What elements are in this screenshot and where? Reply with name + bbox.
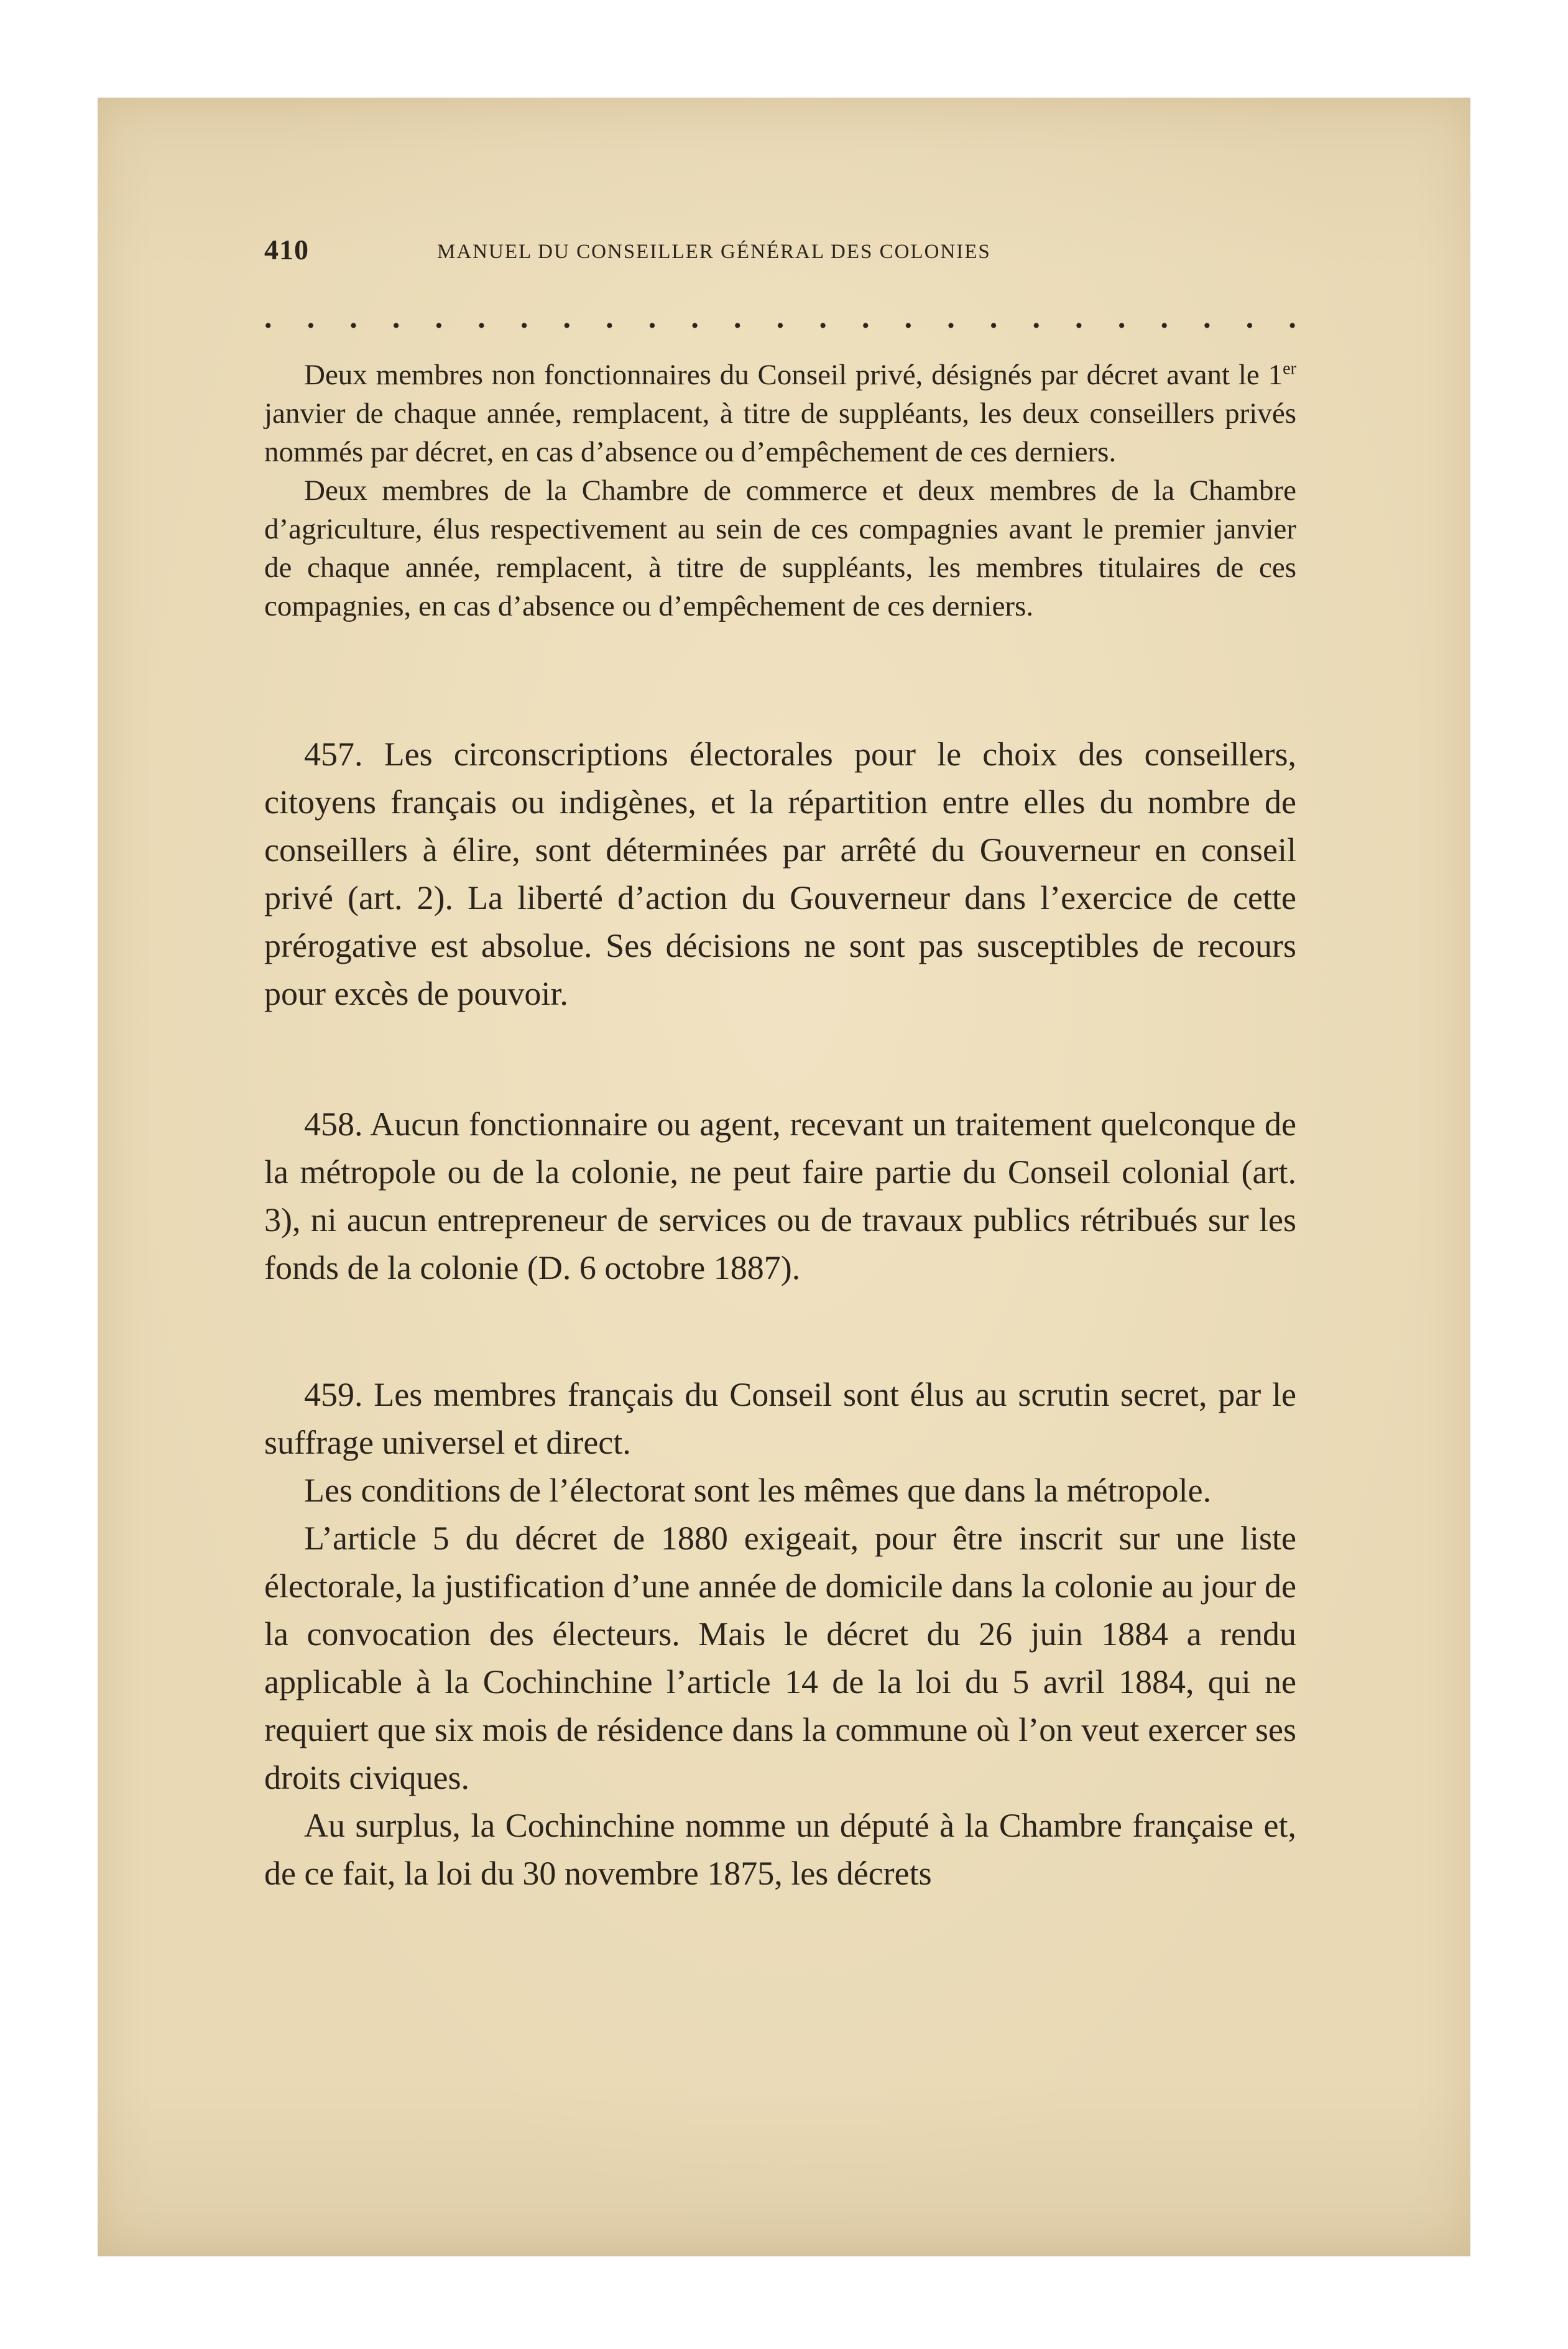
excerpt-paragraph-1 — [264, 356, 1296, 471]
ellipsis-dot: . — [435, 300, 443, 335]
ellipsis-dot: . — [606, 300, 614, 335]
section-459-paragraph-4: Au surplus, la Cochinchine nomme un député à la Chambre française et, de ce fait, la loi du 30 novembre 1875, les décrets — [264, 1807, 1296, 1892]
quoted-excerpt — [264, 356, 1296, 625]
ellipsis-dot: . — [1288, 300, 1296, 335]
ellipsis-dot: . — [1032, 300, 1041, 335]
ellipsis-dot: . — [648, 300, 657, 335]
page-header — [264, 233, 1296, 270]
ellipsis-dot: . — [734, 300, 742, 335]
ellipsis-dots — [264, 298, 1296, 336]
section-458-text: 458. Aucun fonctionnaire ou agent, recevant un traitement quelconque de la métropole ou de la colonie, ne peut faire partie du Conseil colonial (art. 3), ni aucun entrepreneur de services ou de travaux publics rétribués sur les fonds de la colonie (D. 6 octobre 1887). — [264, 1105, 1296, 1286]
running-head: MANUEL DU CONSEILLER GÉNÉRAL DES COLONIES — [437, 241, 991, 263]
section-458 — [264, 1101, 1296, 1292]
superscript-er: er — [1283, 359, 1296, 379]
ellipsis-dot: . — [1245, 300, 1254, 335]
ellipsis-dot: . — [1117, 300, 1126, 335]
page-number: 410 — [264, 234, 309, 265]
ellipsis-dot: . — [776, 300, 785, 335]
ellipsis-dot: . — [819, 300, 827, 335]
ellipsis-dot: . — [264, 300, 272, 335]
ellipsis-dot: . — [989, 300, 998, 335]
ellipsis-dot: . — [1160, 300, 1168, 335]
section-459-paragraph-2: Les conditions de l’électorat sont les mêmes que dans la métropole. — [304, 1472, 1212, 1509]
excerpt-paragraph-1-text: Deux membres non fonctionnaires du Conseil privé, désignés par décret avant le 1 — [304, 359, 1283, 391]
section-457 — [264, 731, 1296, 1018]
ellipsis-dot: . — [1203, 300, 1211, 335]
section-459 — [264, 1371, 1296, 1898]
ellipsis-dot: . — [691, 300, 699, 335]
section-457-text: 457. Les circonscriptions électorales pour le choix des conseillers, citoyens français ou indigènes, et la répartition entre elles du nombre de conseillers à élire, sont déterminées par arrêté du Gouverneur en conseil privé (art. 2). La liberté d’action du Gouverneur dans l’exercice de cette prérogative est absolue. Ses décisions ne sont pas susceptibles de recours pour excès de pouvoir. — [264, 736, 1296, 1012]
ellipsis-dot: . — [349, 300, 357, 335]
ellipsis-dot: . — [477, 300, 486, 335]
section-459-paragraph-3: L’article 5 du décret de 1880 exigeait, pour être inscrit sur une liste électorale, la justification d’une année de domicile dans la colonie au jour de la convocation des électeurs. Mais le décret du 26 juin 1884 a rendu applicable à la Cochinchine l’article 14 de la loi du 5 avril 1884, qui ne requiert que six mois de résidence dans la commune où l’on veut exercer ses droits civiques. — [264, 1520, 1296, 1796]
ellipsis-dot: . — [947, 300, 955, 335]
ellipsis-dot: . — [563, 300, 571, 335]
ellipsis-dot: . — [520, 300, 528, 335]
excerpt-paragraph-1-rest: janvier de chaque année, remplacent, à titre de suppléants, les deux conseillers privés nommés par décret, en cas d’absence ou d’empêchement de ces derniers. — [264, 397, 1296, 468]
ellipsis-dot: . — [307, 300, 315, 335]
excerpt-paragraph-2: Deux membres de la Chambre de commerce et deux membres de la Chambre d’agriculture, élus respectivement au sein de ces compagnies avant le premier janvier de chaque année, remplacent, à titre de suppléants, les membres titulaires de ces compagnies, en cas d’absence ou d’empêchement de ces derniers. — [264, 474, 1296, 622]
ellipsis-dot: . — [861, 300, 870, 335]
ellipsis-dot: . — [1075, 300, 1083, 335]
ellipsis-dot: . — [904, 300, 913, 335]
section-459-paragraph-1: 459. Les membres français du Conseil sont élus au scrutin secret, par le suffrage universel et direct. — [264, 1376, 1296, 1461]
ellipsis-dot: . — [392, 300, 400, 335]
